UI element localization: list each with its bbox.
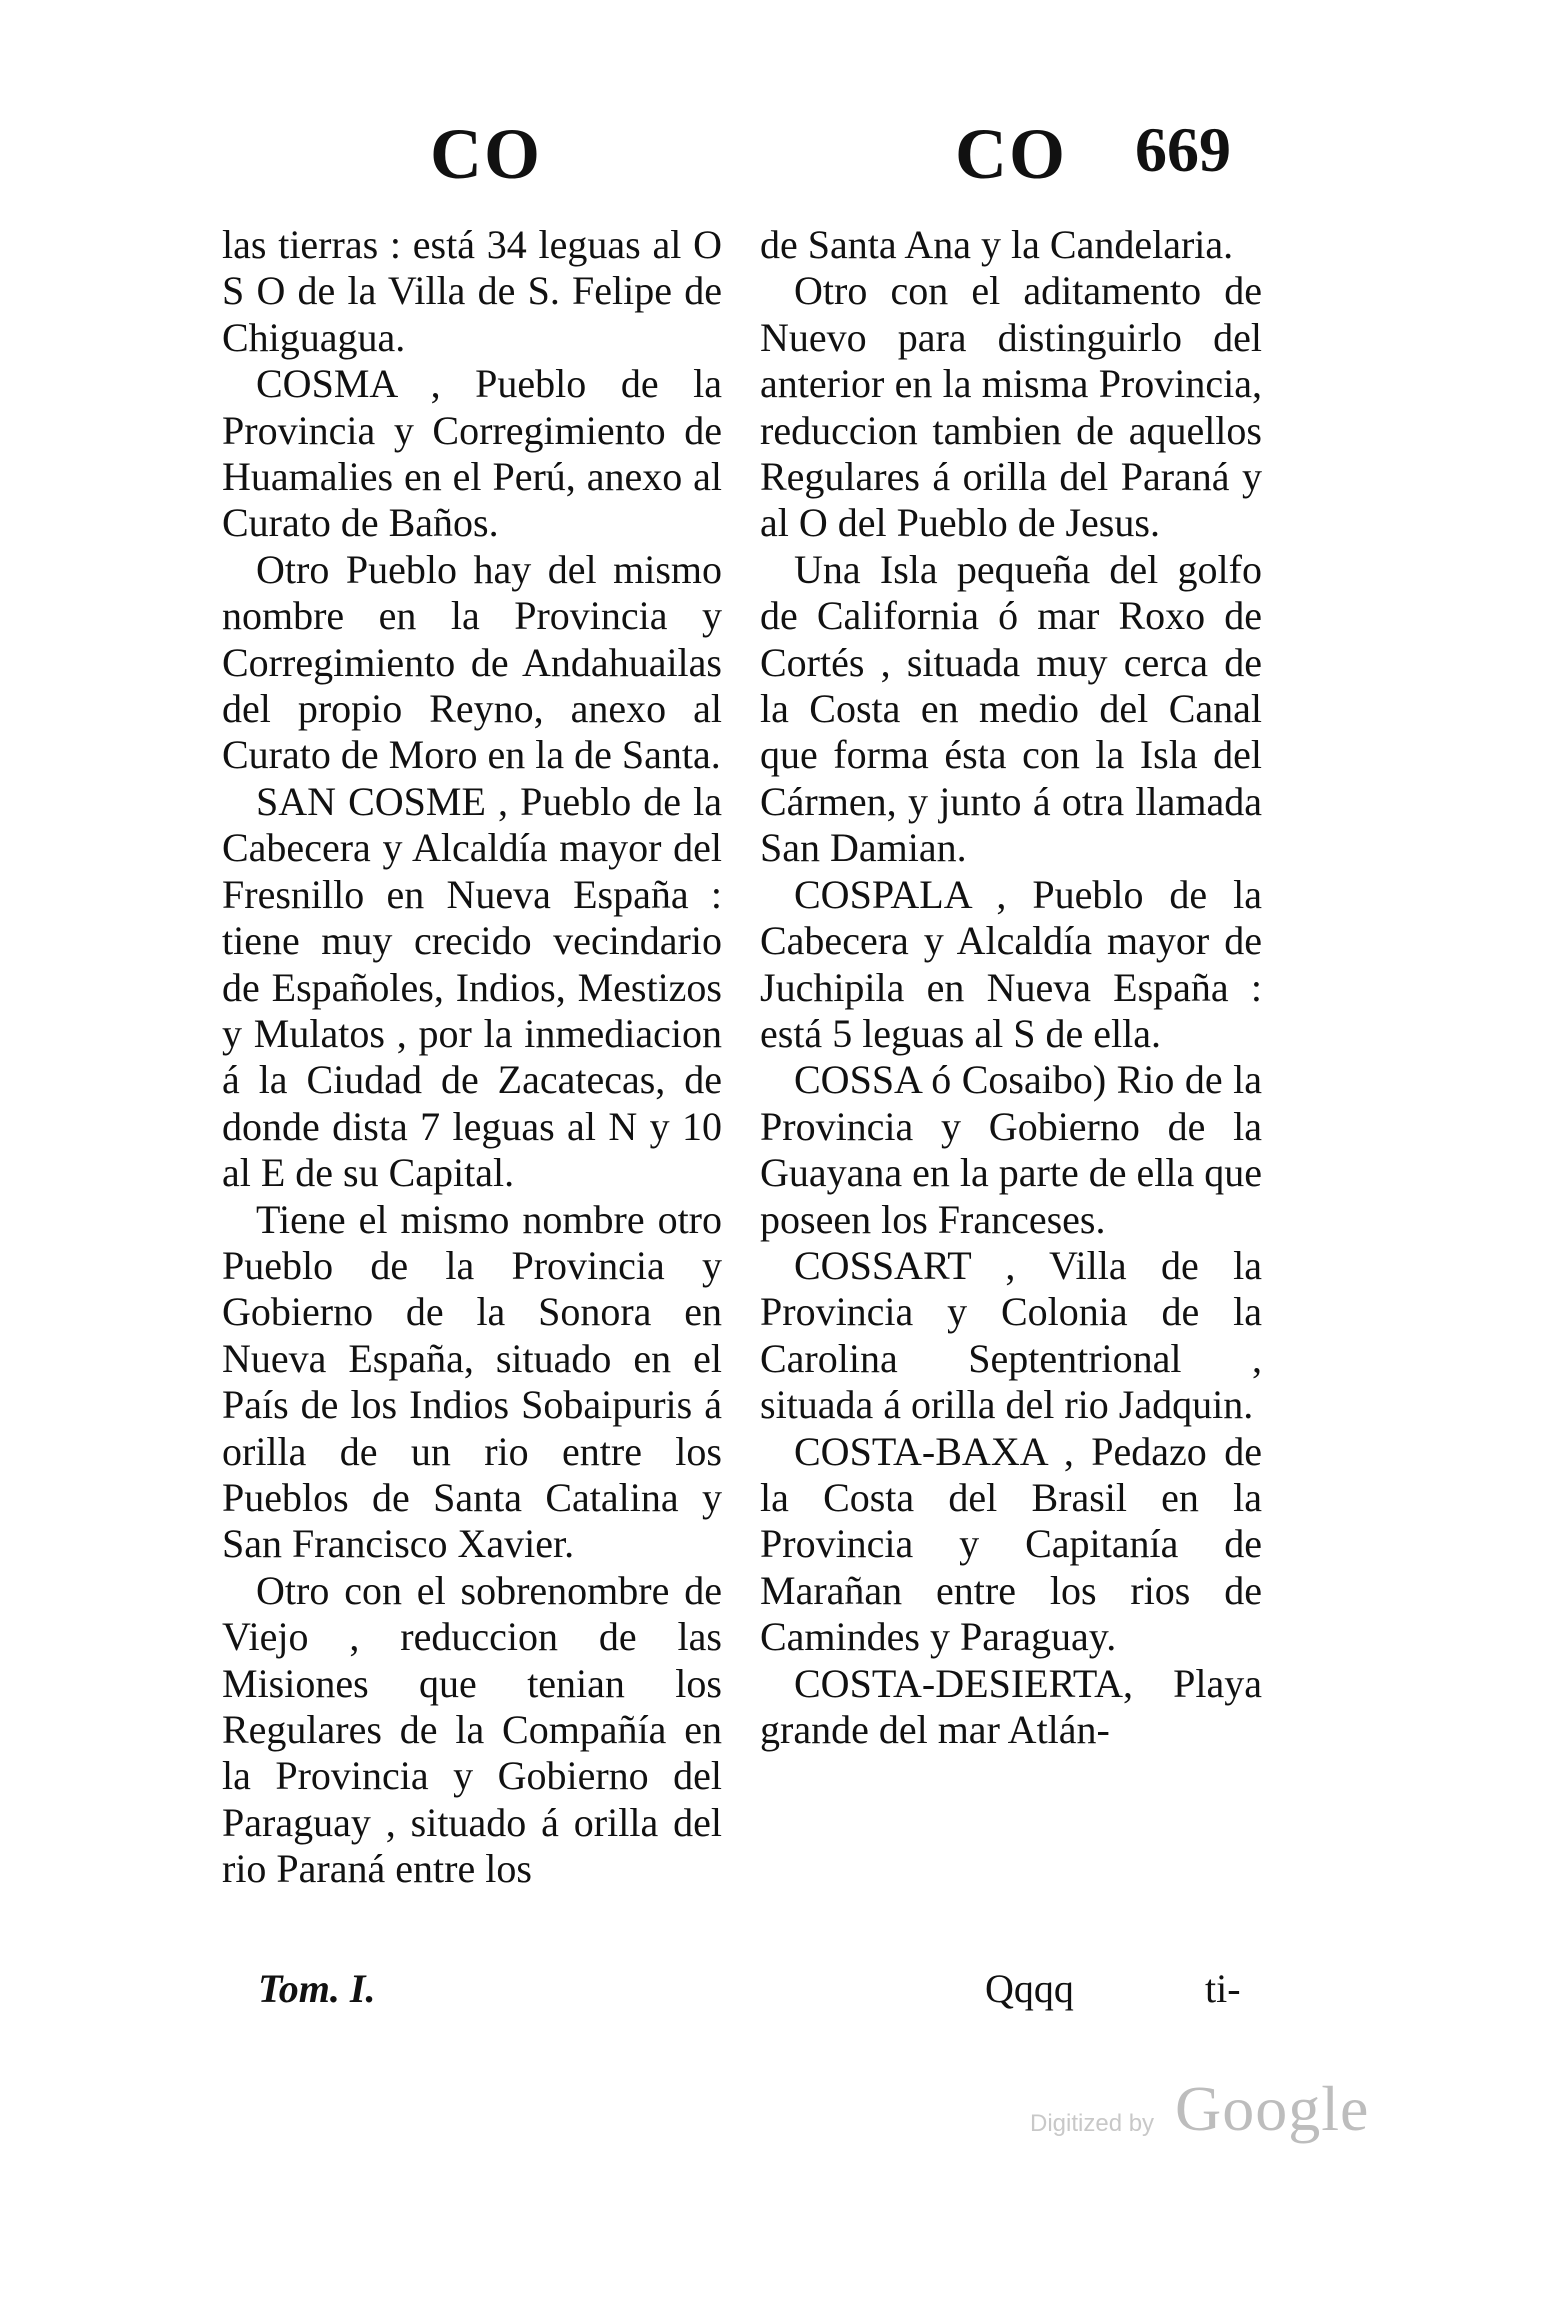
running-head-left: CO: [430, 114, 542, 194]
right-column: [760, 222, 1262, 1753]
running-head-right: CO: [955, 114, 1067, 194]
entry-costa-baxa: COSTA-BAXA , Pedazo de la Costa del Brasil en la Provincia y Capitanía de Marañan entre los rios de Camindes y Paraguay.: [760, 1428, 1262, 1660]
entry-isla: Una Isla pequeña del golfo de California ó mar Roxo de Cortés , situada muy cerca de la Costa en medio del Canal que forma ésta con la Isla del Cármen, y junto á otra llamada San Damian.: [760, 546, 1262, 871]
entry-cosma-otro: Otro Pueblo hay del mismo nombre en la Provincia y Corregimiento de Andahuailas del propio Reyno, anexo al Curato de Moro en la de Santa.: [222, 546, 722, 778]
left-column: [222, 222, 722, 1893]
entry-costa-desierta: COSTA-DESIERTA, Playa grande del mar Atlán-: [760, 1660, 1262, 1752]
entry-cossart: COSSART , Villa de la Provincia y Colonia de la Carolina Septentrional , situada á orilla del rio Jadquin.: [760, 1242, 1262, 1428]
entry-cosma: COSMA , Pueblo de la Provincia y Corregimiento de Huamalies en el Perú, anexo al Curato de Baños.: [222, 361, 722, 546]
digitized-by-label: Digitized by: [1030, 2110, 1155, 2137]
page-number: 669: [1135, 114, 1231, 185]
entry-cossa: COSSA ó Cosaibo) Rio de la Provincia y Gobierno de la Guayana en la parte de ella que poseen los Franceses.: [760, 1057, 1262, 1242]
entry-continuation: de Santa Ana y la Candelaria.: [760, 222, 1234, 267]
volume-mark: Tom. I.: [258, 1966, 376, 2011]
entry-san-cosme: SAN COSME , Pueblo de la Cabecera y Alcaldía mayor del Fresnillo en Nueva España : tiene muy crecido vecindario de Españoles, Indios, Mestizos y Mulatos , por la inmediacion á la Ciudad de Zacatecas, de donde dista 7 leguas al N y 10 al E de su Capital.: [222, 778, 722, 1196]
catchword: ti-: [1205, 1966, 1241, 2011]
entry-san-cosme-sonora: Tiene el mismo nombre otro Pueblo de la Provincia y Gobierno de la Sonora en Nueva España, situado en el País de los Indios Sobaipuris á orilla de un rio entre los Pueblos de Santa Catalina y San Francisco Xavier.: [222, 1196, 722, 1567]
entry-cospala: COSPALA , Pueblo de la Cabecera y Alcaldía mayor de Juchipila en Nueva España : está 5 leguas al S de ella.: [760, 871, 1262, 1056]
entry-continuation: las tierras : está 34 leguas al O S O de la Villa de S. Felipe de Chiguagua.: [222, 222, 722, 360]
entry-san-cosme-viejo: Otro con el sobrenombre de Viejo , reduccion de las Misiones que tenian los Regulares de la Compañía en la Provincia y Gobierno del Paraguay , situado á orilla del rio Paraná entre los: [222, 1567, 722, 1892]
signature-mark: Qqqq: [985, 1966, 1074, 2011]
entry-san-cosme-nuevo: Otro con el aditamento de Nuevo para distinguirlo del anterior en la misma Provincia, reduccion tambien de aquellos Regulares á orilla del Paraná y al O del Pueblo de Jesus.: [760, 268, 1262, 546]
google-logo: Google: [1175, 2073, 1370, 2144]
